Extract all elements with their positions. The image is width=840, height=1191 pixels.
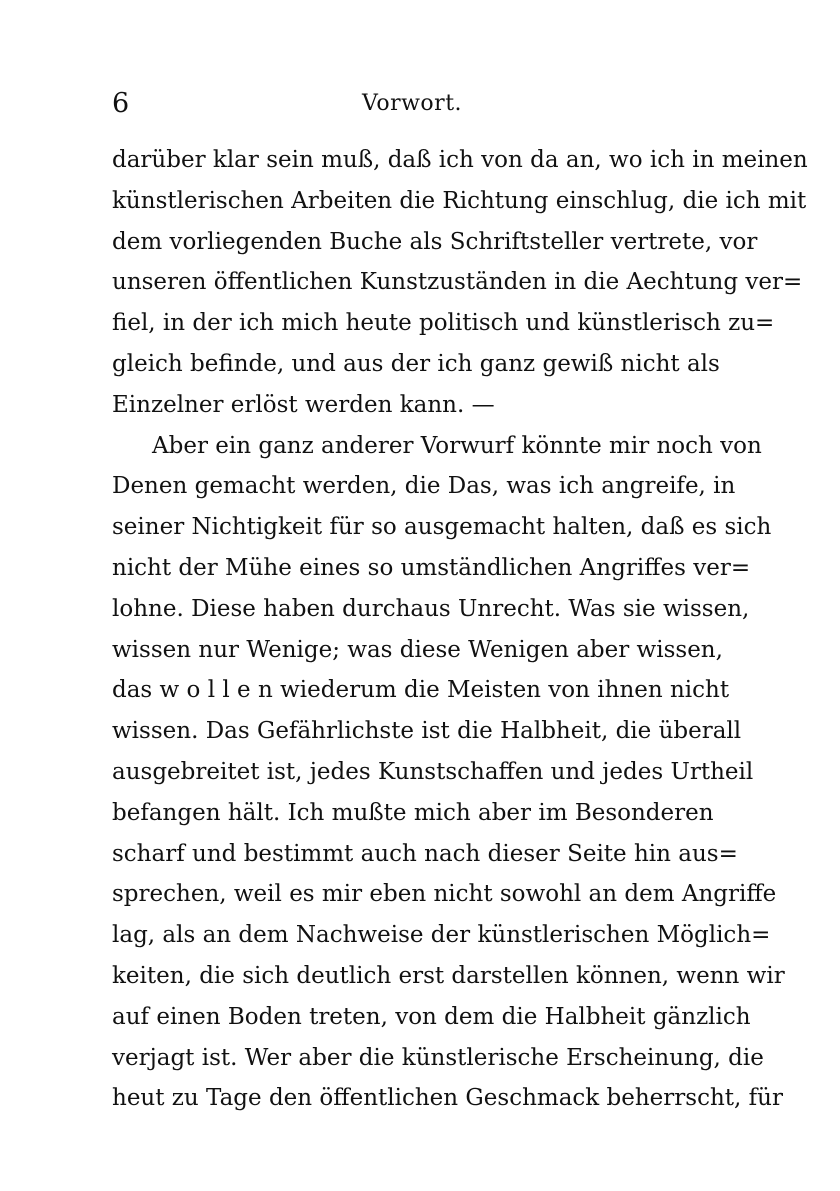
text-line: wissen. Das Gefährlichste ist die Halbheit, die überall <box>112 718 742 745</box>
text-line: Aber ein ganz anderer Vorwurf könnte mir noch von <box>152 432 762 459</box>
text-line: künstlerischen Arbeiten die Richtung einschlug, die ich mit <box>112 187 807 214</box>
text-line: fiel, in der ich mich heute politisch und künstlerisch zu= <box>112 310 775 337</box>
text-line: ausgebreitet ist, jedes Kunstschaffen und jedes Urtheil <box>112 758 754 785</box>
text-line: verjagt ist. Wer aber die künstlerische Erscheinung, die <box>112 1044 764 1071</box>
text-line: dem vorliegenden Buche als Schriftsteller vertrete, vor <box>112 228 758 255</box>
text-line: seiner Nichtigkeit für so ausgemacht halten, daß es sich <box>112 514 772 541</box>
text-line: das w o l l e n wiederum die Meisten von ihnen nicht <box>112 677 730 704</box>
text-line: lag, als an dem Nachweise der künstlerischen Möglich= <box>112 922 771 949</box>
body-text <box>112 140 808 1119</box>
page-header <box>112 84 712 124</box>
text-line: keiten, die sich deutlich erst darstellen können, wenn wir <box>112 962 785 989</box>
text-line: auf einen Boden treten, von dem die Halbheit gänzlich <box>112 1003 751 1030</box>
text-line: darüber klar sein muß, daß ich von da an, wo ich in meinen <box>112 147 808 173</box>
text-line: Denen gemacht werden, die Das, was ich angreife, in <box>112 473 736 500</box>
text-line: nicht der Mühe eines so umständlichen Angriffes ver= <box>112 554 751 581</box>
text-line: lohne. Diese haben durchaus Unrecht. Was sie wissen, <box>112 595 750 622</box>
text-line: befangen hält. Ich mußte mich aber im Besonderen <box>112 799 714 826</box>
text-line: unseren öffentlichen Kunstzuständen in die Aechtung ver= <box>112 269 803 296</box>
text-line: wissen nur Wenige; was diese Wenigen aber wissen, <box>112 636 723 663</box>
text-line: heut zu Tage den öffentlichen Geschmack beherrscht, für <box>112 1085 783 1112</box>
running-head: Vorwort. <box>361 91 463 116</box>
text-line: scharf und bestimmt auch nach dieser Seite hin aus= <box>112 840 738 867</box>
text-line: sprechen, weil es mir eben nicht sowohl an dem Angriffe <box>112 881 777 908</box>
text-line: Einzelner erlöst werden kann. — <box>112 391 495 418</box>
page-number: 6 <box>112 88 130 119</box>
text-line: gleich befinde, und aus der ich ganz gewiß nicht als <box>112 350 720 377</box>
